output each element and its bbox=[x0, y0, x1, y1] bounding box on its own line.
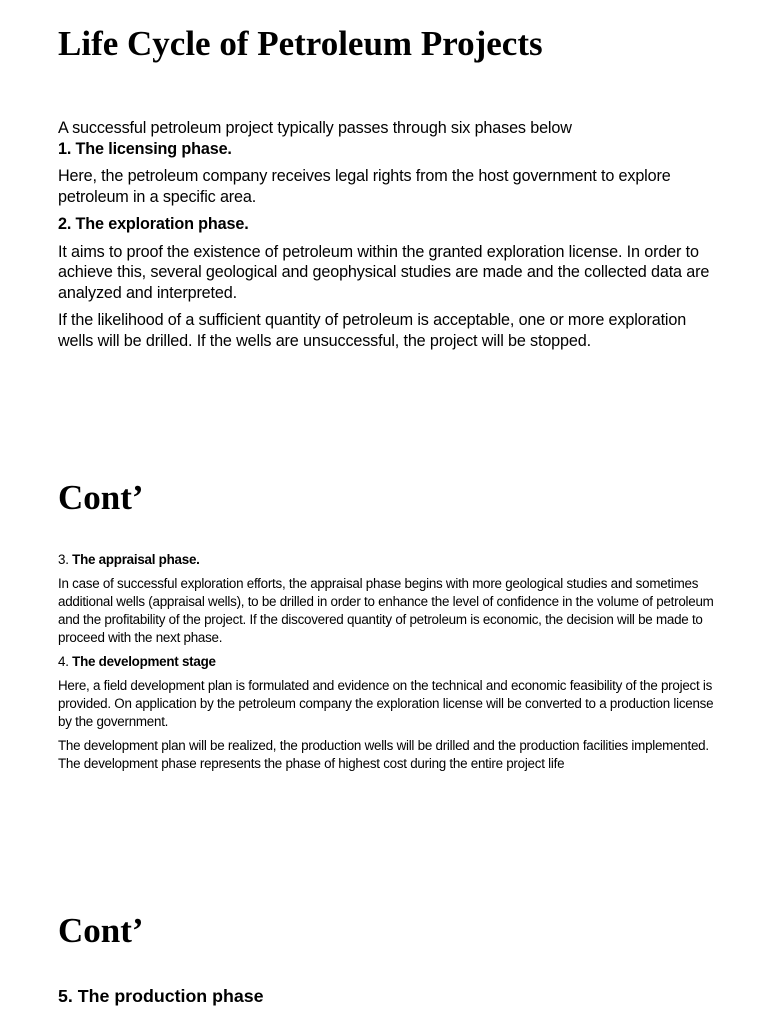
appraisal-paragraph: In case of successful exploration efforts, the appraisal phase begins with more geological studies and sometimes additional wells (appraisal wells), to be drilled in order to enhance the level of confidence in the volume of petroleum and the profitability of the project. If the discovered quantity of petroleum is economic, the decision will be made to proceed with the next phase. bbox=[58, 576, 714, 645]
intro-paragraph: A successful petroleum project typically passes through six phases below bbox=[58, 119, 572, 137]
exploration-paragraph: It aims to proof the existence of petroleum within the granted exploration license. In order to achieve this, several geological and geophysical studies are made and the collected data are analyzed and interpreted. bbox=[58, 242, 710, 302]
slide-title: Life Cycle of Petroleum Projects bbox=[58, 24, 543, 63]
production-heading: 5. The production phase bbox=[58, 986, 264, 1006]
list-number: 4. bbox=[58, 653, 73, 669]
appraisal-heading bbox=[58, 551, 718, 569]
slide-title: Cont’ bbox=[58, 911, 144, 950]
slide-body bbox=[58, 118, 718, 351]
slide-body bbox=[58, 985, 718, 1007]
development-paragraph: The development plan will be realized, the production wells will be drilled and the production facilities implemented. The development phase represents the phase of highest cost during the entire project life bbox=[58, 738, 709, 771]
list-number: 3. bbox=[58, 552, 73, 567]
exploration-paragraph: If the likelihood of a sufficient quantity of petroleum is acceptable, one or more exploration wells will be drilled. If the wells are unsuccessful, the project will be stopped. bbox=[58, 311, 687, 350]
heading-text: The appraisal phase. bbox=[72, 552, 200, 567]
slide-body bbox=[58, 551, 718, 773]
development-heading bbox=[58, 653, 718, 671]
licensing-heading: 1. The licensing phase. bbox=[58, 139, 232, 158]
heading-text: The development stage bbox=[72, 653, 216, 669]
exploration-heading: 2. The exploration phase. bbox=[58, 215, 249, 233]
slide-title: Cont’ bbox=[58, 478, 144, 517]
licensing-paragraph: Here, the petroleum company receives legal rights from the host government to explore petroleum in a specific area. bbox=[58, 167, 671, 206]
development-paragraph: Here, a field development plan is formulated and evidence on the technical and economic feasibility of the project is provided. On application by the petroleum company the exploration license will be converted to a production license by the government. bbox=[58, 678, 714, 729]
